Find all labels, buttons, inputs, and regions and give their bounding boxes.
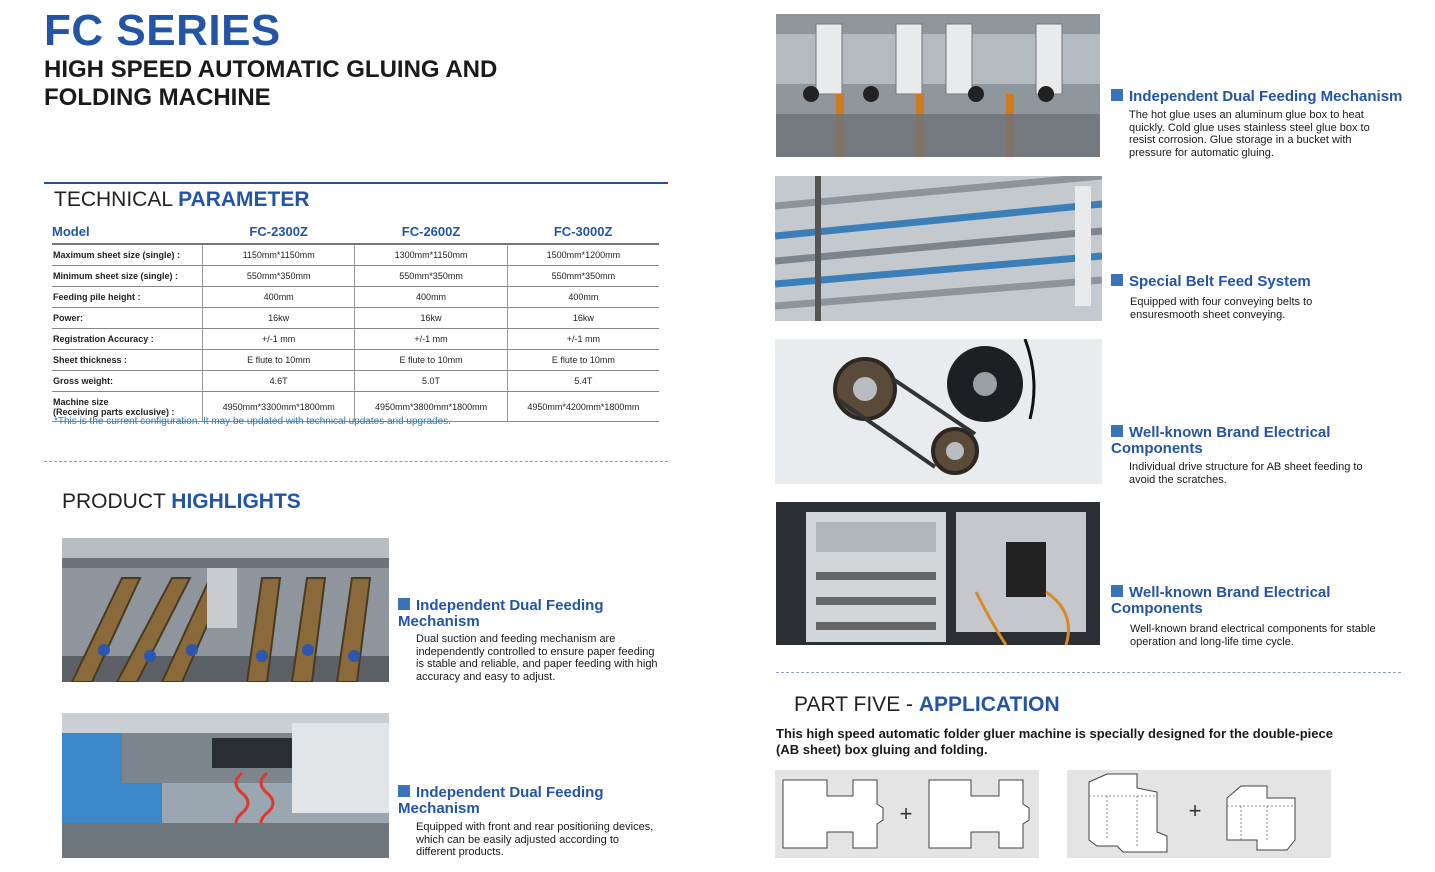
spec-header-row xyxy=(52,222,659,244)
product-highlights-heading xyxy=(62,490,301,514)
table-cell: 1150mm*1150mm xyxy=(203,244,355,266)
table-cell: 550mm*350mm xyxy=(507,266,659,287)
bullet-square-icon xyxy=(398,598,410,610)
highlight-1-title-text: Independent Dual Feeding Mechanism xyxy=(398,597,604,630)
feature-2-body: Equipped with four conveying belts to ensuresmooth sheet conveying. xyxy=(1130,296,1313,321)
table-row xyxy=(52,266,659,287)
config-note: *This is the current configuration. It may be updated with technical updates and upgrades. xyxy=(54,416,451,427)
feature-3-title-text: Well-known Brand Electrical Components xyxy=(1111,424,1331,457)
feature-2 xyxy=(1111,274,1411,321)
table-cell: 4950mm*3300mm*1800mm xyxy=(203,392,355,422)
highlight-2-body: Equipped with front and rear positioning devices, which can be easily adjusted according to different products. xyxy=(416,821,654,858)
table-row xyxy=(52,350,659,371)
drive-gear-photo xyxy=(775,339,1102,484)
table-cell: 550mm*350mm xyxy=(203,266,355,287)
technical-parameter-heading xyxy=(54,188,310,212)
heading-accent: PARAMETER xyxy=(178,188,310,211)
belt-feed-photo xyxy=(775,176,1102,321)
table-cell: 4.6T xyxy=(203,371,355,392)
plus-sign-1: + xyxy=(899,801,913,826)
row-label: Minimum sheet size (single) : xyxy=(52,266,203,287)
bullet-square-icon xyxy=(1111,425,1123,437)
row-label: Sheet thickness : xyxy=(52,350,203,371)
bullet-square-icon xyxy=(1111,585,1123,597)
highlight-2-title xyxy=(398,785,658,817)
highlight-1-body: Dual suction and feeding mechanism are independently controlled to ensure paper feeding is stable and reliable, and paper feeding with high accuracy and easy to adjust. xyxy=(416,633,658,683)
table-row xyxy=(52,329,659,350)
heading-accent: HIGHLIGHTS xyxy=(171,490,301,513)
row-label: Power: xyxy=(52,308,203,329)
table-cell: 1300mm*1150mm xyxy=(355,244,507,266)
table-cell: 550mm*350mm xyxy=(355,266,507,287)
dashed-divider xyxy=(44,461,668,462)
feature-4-title-text: Well-known Brand Electrical Components xyxy=(1111,584,1331,617)
table-cell: 400mm xyxy=(355,287,507,308)
electrical-cabinet-photo xyxy=(776,502,1100,645)
row-label: Registration Accuracy : xyxy=(52,329,203,350)
table-row xyxy=(52,308,659,329)
row-label: Feeding pile height : xyxy=(52,287,203,308)
table-cell: +/-1 mm xyxy=(203,329,355,350)
table-row xyxy=(52,244,659,266)
spec-table xyxy=(52,222,659,422)
table-cell: 16kw xyxy=(355,308,507,329)
feature-3-title xyxy=(1111,425,1411,457)
table-cell: 5.0T xyxy=(355,371,507,392)
row-label-line2: (Receiving parts exclusive) : xyxy=(53,406,175,417)
table-cell: 16kw xyxy=(507,308,659,329)
feeder-photo xyxy=(62,538,389,682)
heading-accent: APPLICATION xyxy=(918,693,1060,716)
feature-3 xyxy=(1111,425,1411,486)
series-title: FC SERIES xyxy=(44,6,281,55)
bullet-square-icon xyxy=(1111,274,1123,286)
heading-plain: PRODUCT xyxy=(62,490,172,513)
folded-box-diagram xyxy=(1067,770,1331,858)
table-cell: E flute to 10mm xyxy=(203,350,355,371)
row-label: Gross weight: xyxy=(52,371,203,392)
flat-sheets-diagram xyxy=(775,770,1039,858)
heading-plain: TECHNICAL xyxy=(54,188,179,211)
table-cell: 4950mm*3800mm*1800mm xyxy=(355,392,507,422)
bullet-square-icon xyxy=(1111,89,1123,101)
heading-plain: PART FIVE - xyxy=(794,693,919,716)
col-header-fc2600z: FC-2600Z xyxy=(355,222,507,244)
feature-4-body: Well-known brand electrical components for stable operation and long-life time cycle. xyxy=(1130,623,1376,648)
application-text: This high speed automatic folder gluer machine is specially designed for the double-piece (AB sheet) box gluing and folding. xyxy=(776,726,1333,757)
feature-1 xyxy=(1111,89,1411,159)
row-label: Maximum sheet size (single) : xyxy=(52,244,203,266)
feature-3-body: Individual drive structure for AB sheet feeding to avoid the scratches. xyxy=(1129,461,1363,486)
feature-1-title-text: Independent Dual Feeding Mechanism xyxy=(1129,88,1403,105)
highlight-2 xyxy=(398,785,658,859)
plus-sign-2: + xyxy=(1188,798,1202,823)
row-label-line1: Machine size xyxy=(53,396,109,407)
table-cell: 400mm xyxy=(507,287,659,308)
table-cell: +/-1 mm xyxy=(507,329,659,350)
table-cell: E flute to 10mm xyxy=(507,350,659,371)
table-cell: 400mm xyxy=(203,287,355,308)
col-header-fc3000z: FC-3000Z xyxy=(507,222,659,244)
table-cell: E flute to 10mm xyxy=(355,350,507,371)
feature-2-title xyxy=(1111,274,1411,290)
glue-unit-photo xyxy=(776,14,1100,157)
application-heading xyxy=(794,693,1060,717)
positioning-photo xyxy=(62,713,389,858)
bullet-square-icon xyxy=(398,785,410,797)
highlight-1 xyxy=(398,598,658,683)
feature-1-title xyxy=(1111,89,1411,105)
highlight-2-title-text: Independent Dual Feeding Mechanism xyxy=(398,784,604,817)
feature-4 xyxy=(1111,585,1411,648)
highlight-1-title xyxy=(398,598,658,630)
feature-1-body: The hot glue uses an aluminum glue box to heat quickly. Cold glue uses stainless steel glue box to resist corrosion. Glue storage in a bucket with pressure for automatic gluing. xyxy=(1129,109,1370,159)
table-cell: 1500mm*1200mm xyxy=(507,244,659,266)
table-row xyxy=(52,287,659,308)
table-cell: 4950mm*4200mm*1800mm xyxy=(507,392,659,422)
section-rule xyxy=(44,182,668,184)
col-header-model: Model xyxy=(52,222,203,244)
table-cell: +/-1 mm xyxy=(355,329,507,350)
col-header-fc2300z: FC-2300Z xyxy=(203,222,355,244)
table-cell: 5.4T xyxy=(507,371,659,392)
feature-4-title xyxy=(1111,585,1411,617)
machine-subtitle: HIGH SPEED AUTOMATIC GLUING AND FOLDING MACHINE xyxy=(44,56,498,111)
feature-2-title-text: Special Belt Feed System xyxy=(1129,273,1311,290)
dashed-divider xyxy=(776,672,1401,673)
table-row xyxy=(52,371,659,392)
table-cell: 16kw xyxy=(203,308,355,329)
